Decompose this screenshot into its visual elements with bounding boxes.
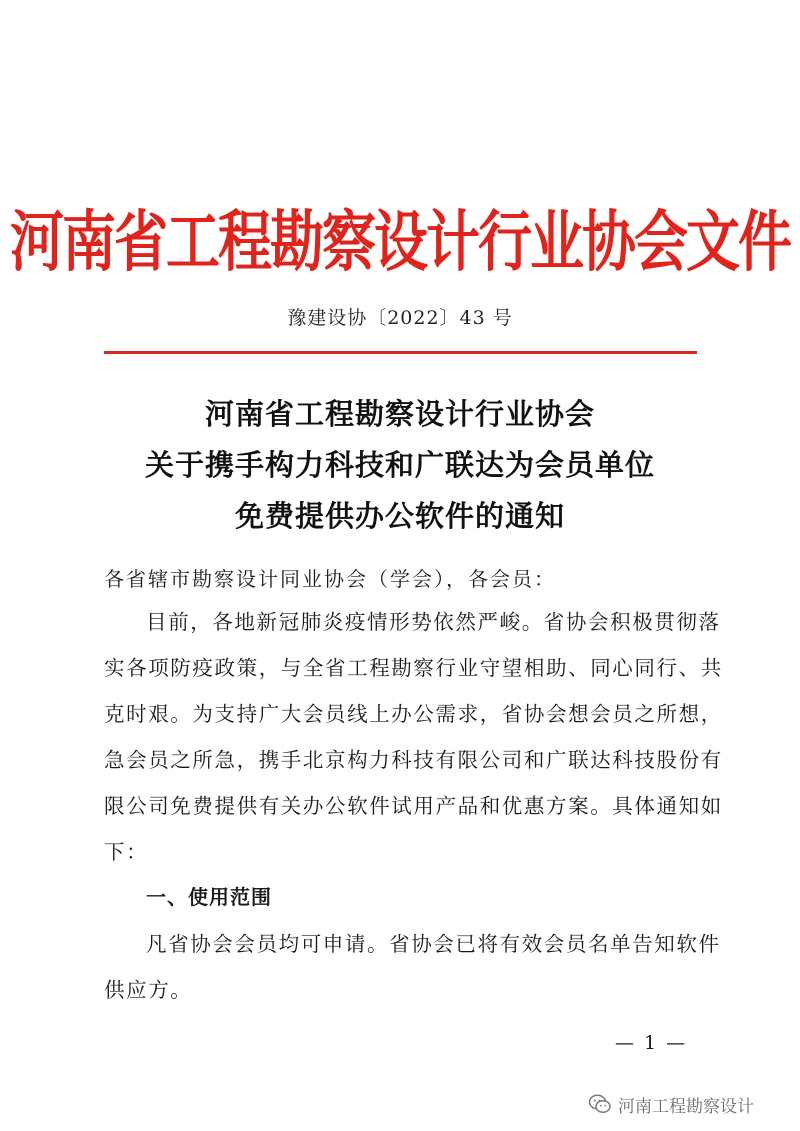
notice-title-line-2: 关于携手构力科技和广联达为会员单位 — [144, 448, 655, 482]
salutation: 各省辖市勘察设计同业协会（学会），各会员： — [104, 567, 556, 591]
section-paragraph-line: 凡省协会会员均可申请。省协会已将有效会员名单告知软件 — [146, 932, 721, 956]
watermark-text: 河南工程勘察设计 — [618, 1096, 754, 1117]
document-number: 豫建设协〔2022〕43 号 — [287, 307, 513, 329]
section-heading-scope: 一、使用范围 — [146, 885, 272, 909]
section-paragraph-line: 供应方。 — [104, 978, 193, 1002]
page-number: — 1 — — [615, 1032, 688, 1054]
body-paragraph-line: 实各项防疫政策，与全省工程勘察行业守望相助、同心同行、共 — [104, 656, 723, 680]
body-paragraph-line: 限公司免费提供有关办公软件试用产品和优惠方案。具体通知如 — [104, 794, 723, 818]
body-paragraph-line: 急会员之所急，携手北京构力科技有限公司和广联达科技股份有 — [104, 748, 723, 772]
body-paragraph-line: 克时艰。为支持广大会员线上办公需求，省协会想会员之所想， — [104, 702, 723, 726]
wechat-icon — [588, 1093, 612, 1115]
masthead-title: 河南省工程勘察设计行业协会文件 — [10, 202, 790, 281]
body-paragraph-line: 下： — [104, 840, 149, 864]
body-paragraph-line: 目前，各地新冠肺炎疫情形势依然严峻。省协会积极贯彻落 — [146, 610, 721, 634]
red-divider-line — [104, 351, 697, 354]
wechat-watermark — [588, 1092, 754, 1116]
notice-title-line-3: 免费提供办公软件的通知 — [234, 499, 565, 533]
notice-title-line-1: 河南省工程勘察设计行业协会 — [204, 397, 595, 431]
